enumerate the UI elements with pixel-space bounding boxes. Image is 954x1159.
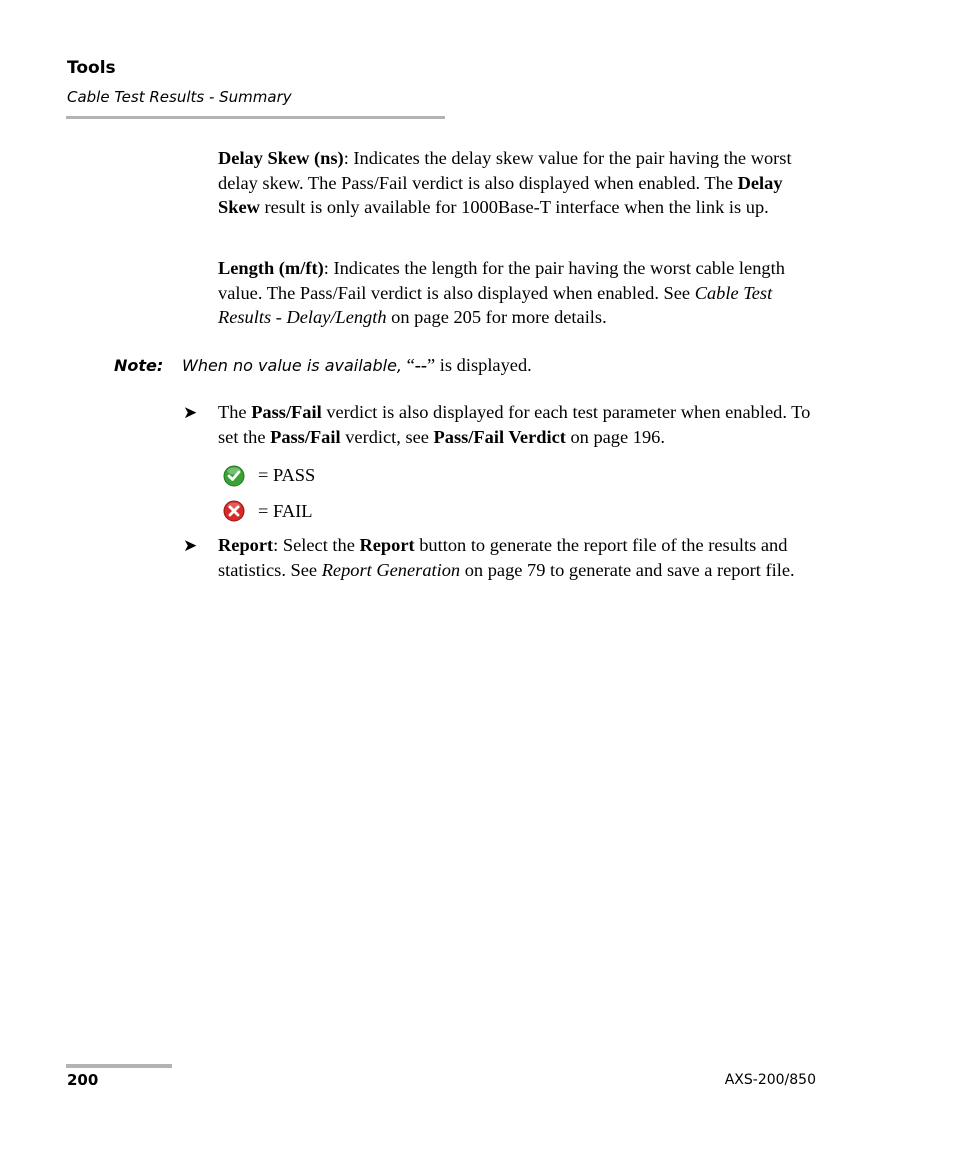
delay-skew-text: : Indicates the delay skew value for the pair having the worst delay skew. The Pass/Fail verdict is also displayed when enabled. The <box>218 148 792 193</box>
pass-label: = PASS <box>258 464 316 485</box>
footer-divider <box>66 1064 172 1068</box>
report-generation-link[interactable]: Report Generation <box>321 559 461 580</box>
pass-check-icon <box>222 463 246 487</box>
passfail-text-2: verdict is also displayed for each test parameter when enabled. To set the <box>218 402 811 447</box>
delay-skew-text-2: result is only available for 1000Base-T interface when the link is up. <box>259 197 769 218</box>
report-text: : Select the <box>273 535 360 555</box>
passfail-paragraph <box>218 400 828 449</box>
fail-label: = FAIL <box>258 500 313 521</box>
note-text: ” is displayed. <box>427 355 532 375</box>
note-open-quote: “ <box>402 355 415 375</box>
note-italic-text: When no value is available, <box>182 356 403 375</box>
header-divider <box>66 116 445 119</box>
bullet-arrow-icon: ➤ <box>183 536 198 556</box>
fail-x-icon <box>222 499 246 523</box>
passfail-bold: Pass/Fail <box>251 402 322 422</box>
passfail-text: The <box>218 402 252 422</box>
passfail-verdict-link[interactable]: Pass/Fail Verdict <box>433 426 566 447</box>
report-text-3: on page 79 to generate and save a report file. <box>460 559 795 580</box>
report-term: Report <box>218 535 274 555</box>
note-label: Note: <box>114 356 164 375</box>
note-dashes: -- <box>414 355 428 375</box>
report-text-2: button to generate the report file of the results and statistics. See <box>218 535 788 580</box>
pass-legend <box>222 463 315 487</box>
passfail-text-3: verdict, see <box>340 426 434 447</box>
product-name: AXS-200/850 <box>724 1072 816 1088</box>
length-paragraph <box>218 256 828 330</box>
delay-skew-bold: Delay Skew <box>218 172 783 218</box>
passfail-text-4: on page 196. <box>565 426 665 447</box>
delay-skew-paragraph <box>218 146 828 220</box>
section-title: Tools <box>67 58 116 78</box>
passfail-bold-2: Pass/Fail <box>270 426 341 447</box>
report-bold: Report <box>359 535 415 555</box>
length-text: : Indicates the length for the pair having the worst cable length value. The Pass/Fail verdict is also displayed when enabled. See <box>218 258 785 303</box>
length-reference-link[interactable]: Cable Test Results - Delay/Length <box>218 282 773 328</box>
page-number: 200 <box>67 1071 99 1089</box>
length-text-2: on page 205 for more details. <box>386 307 607 328</box>
fail-legend <box>222 499 312 523</box>
length-term: Length (m/ft) <box>218 258 324 278</box>
note-block <box>114 353 834 379</box>
bullet-arrow-icon: ➤ <box>183 403 198 423</box>
section-subtitle: Cable Test Results - Summary <box>67 88 292 106</box>
page-header <box>67 56 292 108</box>
delay-skew-term: Delay Skew (ns) <box>218 148 344 168</box>
report-paragraph <box>218 533 828 582</box>
